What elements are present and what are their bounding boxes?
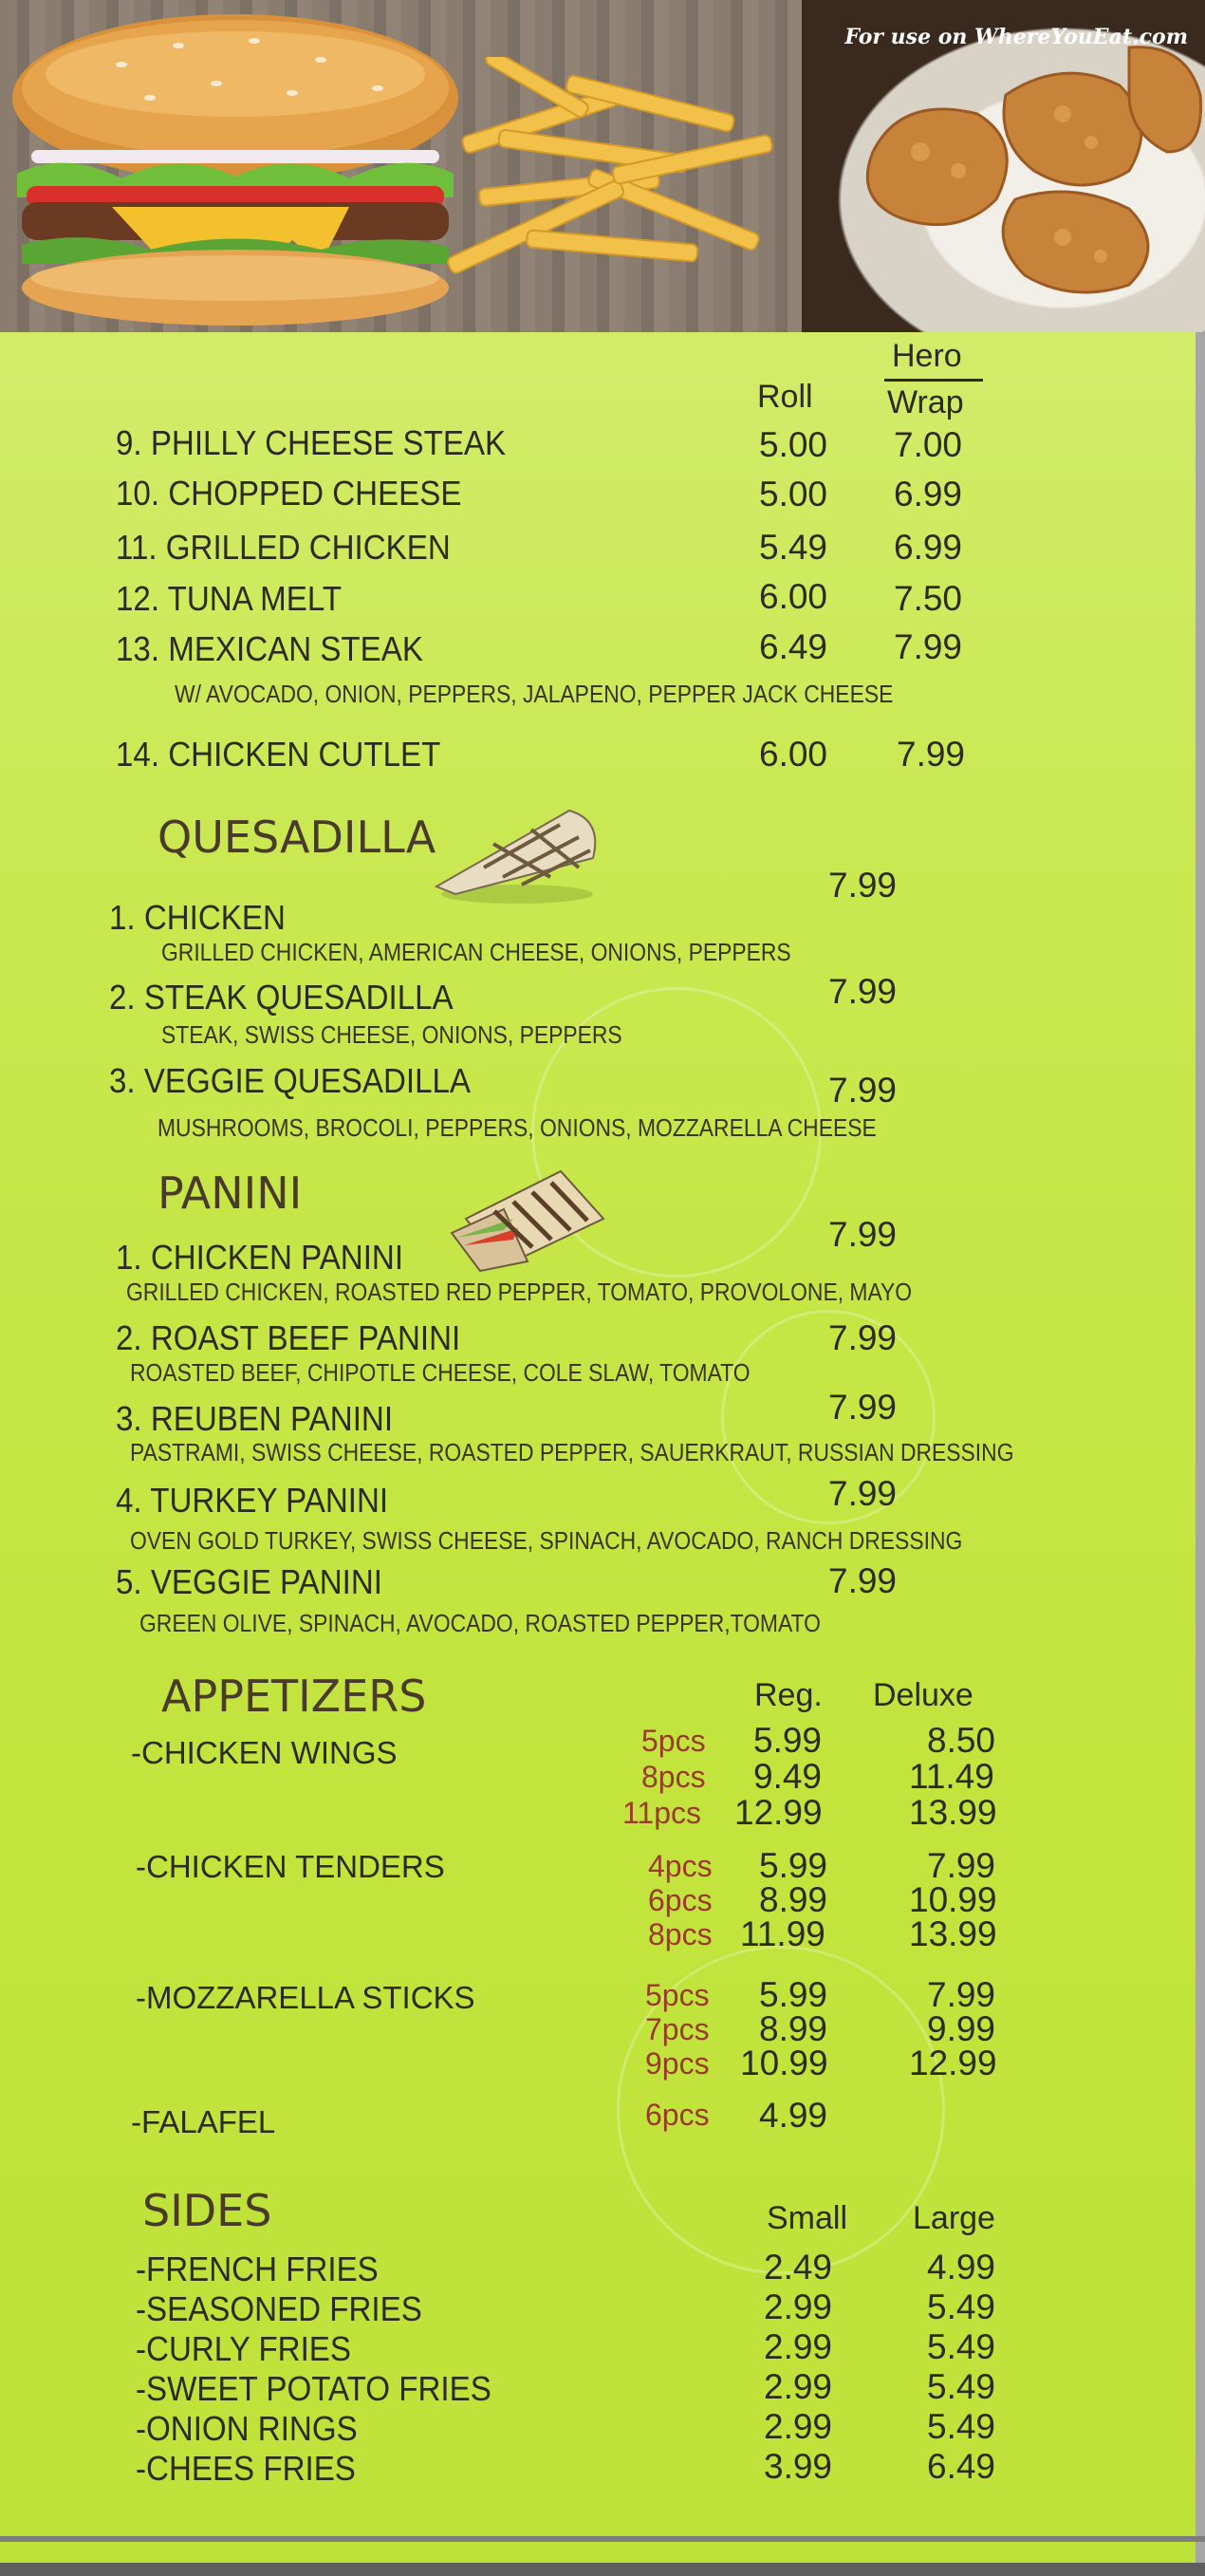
column-header-roll: Roll — [757, 379, 813, 415]
quesadilla-price: 7.99 — [828, 866, 898, 905]
regular-price: 10.99 — [740, 2044, 828, 2082]
section-title-sides: SIDES — [142, 2185, 272, 2236]
menu-item-description: MUSHROOMS, BROCOLI, PEPPERS, ONIONS, MOZZARELLA CHEESE — [158, 1113, 877, 1142]
menu-item-name: 13. MEXICAN STEAK — [116, 629, 423, 668]
small-price: 3.99 — [764, 2447, 833, 2486]
large-price: 5.49 — [927, 2327, 996, 2366]
side-item-name: -FRENCH FRIES — [136, 2249, 379, 2288]
deluxe-price: 13.99 — [909, 1914, 997, 1953]
column-header-small: Small — [767, 2200, 848, 2236]
regular-price: 8.99 — [759, 1880, 828, 1919]
piece-count: 8pcs — [641, 1760, 706, 1794]
menu-item-name: 1. CHICKEN — [109, 898, 286, 937]
wrap-price: 7.00 — [894, 425, 963, 464]
panini-price: 7.99 — [828, 1318, 898, 1357]
regular-price: 4.99 — [759, 2096, 828, 2135]
wrap-price: 7.99 — [894, 627, 963, 666]
side-item-name: -SEASONED FRIES — [136, 2289, 422, 2328]
deluxe-price: 7.99 — [927, 1846, 996, 1885]
panini-price: 7.99 — [828, 1474, 898, 1513]
piece-count: 11pcs — [622, 1796, 702, 1830]
bottom-frame — [0, 2563, 1205, 2576]
panini-price: 7.99 — [828, 1561, 898, 1600]
small-price: 2.99 — [764, 2407, 833, 2446]
regular-price: 9.49 — [753, 1757, 823, 1796]
fries-image — [422, 57, 792, 285]
roll-price: 6.00 — [759, 577, 828, 616]
menu-item-description: ROASTED BEEF, CHIPOTLE CHEESE, COLE SLAW, TOMATO — [130, 1358, 751, 1387]
menu-item-name: 4. TURKEY PANINI — [116, 1481, 389, 1520]
menu-item-name: 12. TUNA MELT — [116, 579, 343, 618]
roll-price: 6.49 — [759, 627, 828, 666]
roll-price: 6.00 — [759, 735, 828, 774]
roll-price: 5.00 — [759, 475, 828, 513]
regular-price: 8.99 — [759, 2009, 828, 2048]
piece-count: 5pcs — [645, 1978, 710, 2012]
section-title-appetizers: APPETIZERS — [161, 1671, 427, 1722]
menu-item-name: 2. ROAST BEEF PANINI — [116, 1318, 461, 1357]
header-photo-banner — [0, 0, 1205, 332]
quesadilla-image — [427, 784, 607, 923]
deluxe-price: 10.99 — [909, 1880, 997, 1919]
appetizer-name: -CHICKEN TENDERS — [136, 1849, 445, 1884]
menu-item-name: 9. PHILLY CHEESE STEAK — [116, 423, 507, 462]
section-title-panini: PANINI — [158, 1167, 303, 1219]
roll-price: 5.49 — [759, 528, 828, 567]
menu-item-name: 10. CHOPPED CHEESE — [116, 474, 462, 513]
regular-price: 5.99 — [753, 1721, 823, 1760]
menu-item-name: 3. VEGGIE QUESADILLA — [109, 1061, 472, 1100]
large-price: 5.49 — [927, 2287, 996, 2326]
deluxe-price: 8.50 — [927, 1721, 996, 1760]
menu-item-description: PASTRAMI, SWISS CHEESE, ROASTED PEPPER, SAUERKRAUT, RUSSIAN DRESSING — [130, 1438, 1014, 1466]
side-item-name: -CURLY FRIES — [136, 2329, 351, 2368]
panini-price: 7.99 — [828, 1388, 898, 1427]
wrap-price: 6.99 — [894, 528, 963, 567]
appetizer-name: -MOZZARELLA STICKS — [136, 1980, 475, 2015]
column-header-reg: Reg. — [754, 1677, 823, 1713]
quesadilla-price: 7.99 — [828, 1071, 898, 1110]
side-item-name: -SWEET POTATO FRIES — [136, 2369, 491, 2408]
column-header-deluxe: Deluxe — [873, 1677, 973, 1713]
large-price: 6.49 — [927, 2447, 996, 2486]
side-item-name: -CHEES FRIES — [136, 2449, 356, 2488]
regular-price: 12.99 — [734, 1793, 823, 1832]
menu-item-name: 3. REUBEN PANINI — [116, 1399, 394, 1438]
panini-image — [444, 1152, 611, 1276]
column-header-large: Large — [913, 2200, 995, 2236]
regular-price: 5.99 — [759, 1975, 828, 2014]
small-price: 2.99 — [764, 2367, 833, 2406]
appetizer-name: -CHICKEN WINGS — [131, 1735, 398, 1770]
menu-item-description: OVEN GOLD TURKEY, SWISS CHEESE, SPINACH, AVOCADO, RANCH DRESSING — [130, 1526, 963, 1555]
piece-count: 9pcs — [645, 2046, 710, 2081]
hero-underline — [884, 379, 983, 382]
deluxe-price: 11.49 — [909, 1757, 994, 1796]
piece-count: 6pcs — [645, 2098, 710, 2132]
column-header-hero: Hero — [892, 338, 962, 374]
deluxe-price: 7.99 — [927, 1975, 996, 2014]
menu-item-description: GREEN OLIVE, SPINACH, AVOCADO, ROASTED PEPPER,TOMATO — [139, 1609, 821, 1637]
menu-item-description: W/ AVOCADO, ONION, PEPPERS, JALAPENO, PEPPER JACK CHEESE — [175, 680, 894, 708]
small-price: 2.99 — [764, 2287, 833, 2326]
piece-count: 5pcs — [641, 1724, 706, 1758]
piece-count: 4pcs — [648, 1849, 713, 1883]
column-header-wrap: Wrap — [887, 384, 964, 420]
burger-image — [8, 8, 463, 330]
menu-item-description: GRILLED CHICKEN, AMERICAN CHEESE, ONIONS, PEPPERS — [161, 938, 791, 966]
small-price: 2.49 — [764, 2248, 833, 2287]
fried-chicken-image — [816, 38, 1205, 323]
menu-item-description: STEAK, SWISS CHEESE, ONIONS, PEPPERS — [161, 1020, 622, 1049]
regular-price: 5.99 — [759, 1846, 828, 1885]
menu-item-description: GRILLED CHICKEN, ROASTED RED PEPPER, TOMATO, PROVOLONE, MAYO — [126, 1278, 913, 1306]
panini-price: 7.99 — [828, 1215, 898, 1254]
deluxe-price: 12.99 — [909, 2044, 997, 2082]
deluxe-price: 9.99 — [927, 2009, 996, 2048]
large-price: 4.99 — [927, 2248, 996, 2287]
side-item-name: -ONION RINGS — [136, 2409, 358, 2448]
large-price: 5.49 — [927, 2407, 996, 2446]
small-price: 2.99 — [764, 2327, 833, 2366]
quesadilla-price: 7.99 — [828, 972, 898, 1011]
menu-item-name: 1. CHICKEN PANINI — [116, 1238, 404, 1277]
wrap-price: 7.50 — [894, 579, 963, 618]
section-title-quesadilla: QUESADILLA — [158, 812, 436, 863]
wrap-price: 6.99 — [894, 475, 963, 513]
menu-item-name: 5. VEGGIE PANINI — [116, 1562, 382, 1601]
watermark-text: For use on WhereYouEat.com — [844, 25, 1188, 49]
menu-item-name: 2. STEAK QUESADILLA — [109, 978, 454, 1017]
piece-count: 6pcs — [648, 1883, 713, 1917]
wrap-price: 7.99 — [897, 735, 966, 774]
roll-price: 5.00 — [759, 425, 828, 464]
piece-count: 7pcs — [645, 2012, 710, 2046]
piece-count: 8pcs — [648, 1917, 713, 1951]
bottom-frame — [0, 2536, 1205, 2542]
deluxe-price: 13.99 — [909, 1793, 997, 1832]
menu-item-name: 11. GRILLED CHICKEN — [116, 528, 451, 567]
appetizer-name: -FALAFEL — [131, 2104, 276, 2139]
menu-item-name: 14. CHICKEN CUTLET — [116, 735, 441, 774]
large-price: 5.49 — [927, 2367, 996, 2406]
page-edge — [1196, 332, 1205, 2576]
regular-price: 11.99 — [740, 1914, 825, 1953]
